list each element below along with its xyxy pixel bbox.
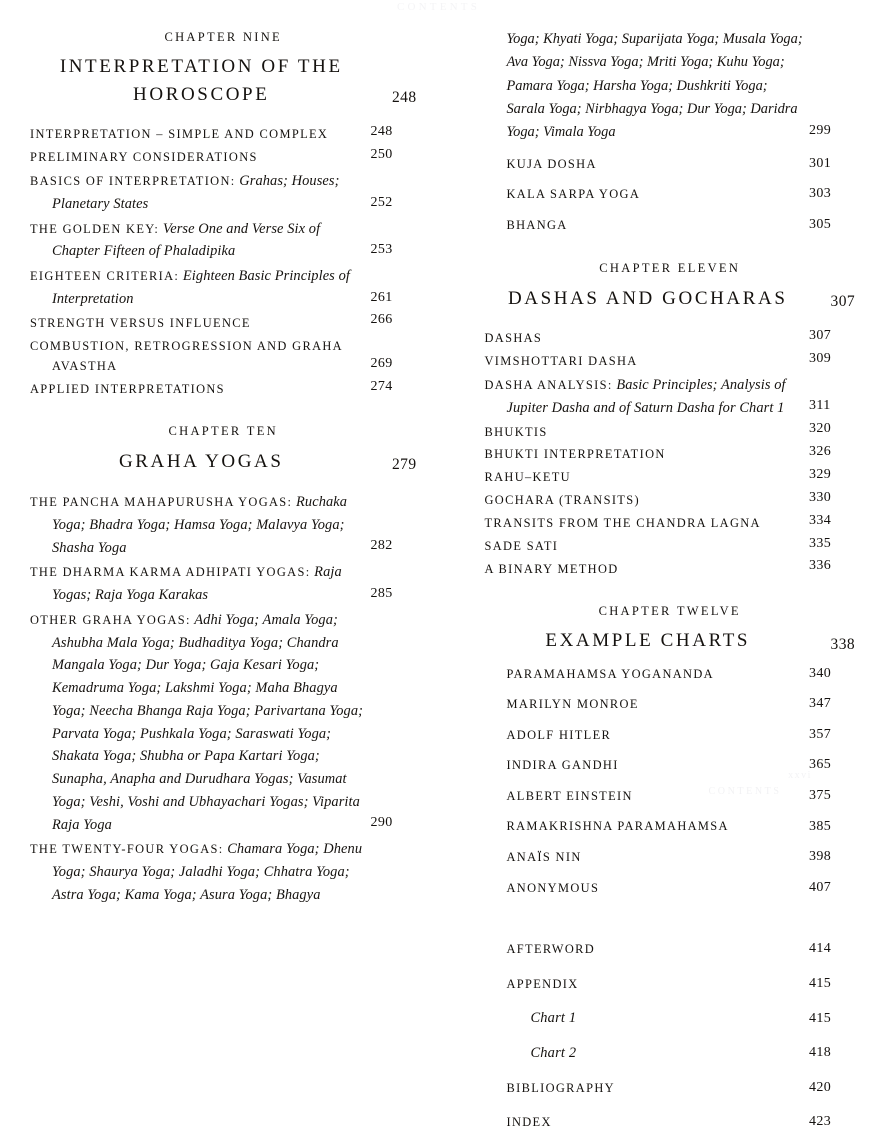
toc-entry-page-number[interactable]: 252 — [370, 194, 393, 210]
toc-entry-page-number[interactable]: 326 — [809, 444, 832, 460]
toc-entry-title: GOCHARA (TRANSITS) — [484, 493, 640, 508]
toc-entry-title: STRENGTH VERSUS INFLUENCE — [30, 315, 251, 330]
toc-entry-page-number[interactable]: 250 — [370, 147, 393, 163]
toc-entry[interactable] — [484, 328, 855, 349]
running-head-ghost: CONTENTS — [396, 1, 481, 13]
back-matter-list — [484, 936, 855, 1135]
toc-entry-text — [484, 444, 803, 465]
toc-entry-page-number[interactable]: 282 — [370, 538, 393, 554]
toc-entry-page-number[interactable]: 335 — [809, 535, 832, 551]
toc-entry-text — [30, 124, 364, 145]
toc-entry-title: BASICS OF INTERPRETATION: — [30, 174, 236, 189]
toc-entry[interactable] — [484, 691, 855, 717]
toc-entry-title: APPLIED INTERPRETATIONS — [30, 382, 225, 397]
toc-entry-text — [30, 147, 364, 168]
chapter-twelve-title: EXAMPLE CHARTS — [545, 629, 751, 651]
toc-entry[interactable] — [30, 313, 416, 334]
chapter-heading-twelve — [484, 602, 855, 655]
toc-entry-title: KUJA DOSHA — [506, 156, 597, 171]
toc-entry-text — [484, 467, 803, 488]
toc-entry[interactable] — [484, 936, 855, 962]
toc-entry-title: PRELIMINARY CONSIDERATIONS — [30, 150, 258, 165]
toc-entry-text — [30, 265, 364, 311]
yoga-list-continuation-text: Yoga; Khyati Yoga; Suparijata Yoga; Musala Yoga; Ava Yoga; Nissva Yoga; Mriti Yoga; Kuhu Yoga; Pamara Yoga; Harsha Yoga; Dushkriti Yoga; Sarala Yoga; Nirbhagya Yoga; Dur Yoga; Daridra Yoga; Vimala Yoga — [506, 31, 803, 141]
toc-entry-text — [484, 559, 803, 580]
toc-entry-title: BIBLIOGRAPHY — [506, 1080, 615, 1095]
toc-entry[interactable] — [30, 218, 416, 264]
toc-entry-title: SADE SATI — [484, 538, 559, 553]
toc-entry-subtitle: Grahas; Houses; Planetary States — [52, 173, 340, 212]
toc-entry[interactable] — [484, 844, 855, 870]
toc-entry-page-number[interactable]: 305 — [809, 217, 832, 233]
toc-entry[interactable] — [30, 170, 416, 216]
toc-entry-title: A BINARY METHOD — [484, 561, 619, 576]
toc-entry-title: DASHAS — [484, 331, 543, 346]
toc-entry-title: THE TWENTY-FOUR YOGAS: — [30, 842, 224, 857]
toc-entry-page-number[interactable]: 375 — [809, 788, 832, 804]
toc-entry-title: EIGHTEEN CRITERIA: — [30, 269, 180, 284]
chapter-nine-title-line1: INTERPRETATION OF THE — [59, 56, 343, 78]
toc-entry-page-number[interactable]: 248 — [370, 124, 393, 140]
toc-entry[interactable] — [484, 783, 855, 809]
chapter-nine-kicker: CHAPTER NINE — [164, 30, 282, 44]
toc-entry-subtitle: Eighteen Basic Principles of Interpretation — [52, 268, 350, 307]
chapter-twelve-entry-list — [484, 661, 855, 901]
toc-entry-subtitle: Adhi Yoga; Amala Yoga; Ashubha Mala Yoga; Budhaditya Yoga; Chandra Mangala Yoga; Dur Yoga; Gaja Kesari Yoga; Kemadruma Yoga; Lakshmi Yoga; Maha Bhagya Yoga; Neecha Bhanga Raja Yoga; Parivartana Yoga; Parvata Yoga; Pushkala Yoga; Saraswati Yoga; Shakata Yoga; Shubha or Papa Kartari Yoga; Sunapha, Anapha and Durudhara Yogas; Vasumat Yoga; Veshi, Voshi and Ubhayachari Yogas; Viparita Raja Yoga — [52, 611, 364, 833]
toc-entry-title: ANAÏS NIN — [506, 850, 582, 865]
toc-entry[interactable] — [484, 813, 855, 839]
toc-entry-title: AFTERWORD — [506, 942, 596, 957]
toc-entry-title: Chart 1 — [530, 1010, 577, 1027]
toc-entry-page-number[interactable]: 385 — [809, 818, 832, 834]
toc-entry[interactable] — [484, 151, 855, 177]
toc-entry[interactable] — [30, 561, 416, 607]
contents-column-right — [438, 28, 863, 1130]
toc-entry-title: KALA SARPA YOGA — [506, 187, 641, 202]
toc-entry-page-number[interactable]: 269 — [370, 356, 393, 372]
toc-entry-page-number[interactable]: 303 — [809, 186, 832, 202]
toc-entry-page-number[interactable]: 301 — [809, 155, 832, 171]
toc-entry-title: INDEX — [506, 1115, 552, 1130]
toc-entry[interactable] — [30, 379, 416, 400]
toc-entry-text — [30, 609, 364, 837]
toc-entry-subtitle: Chamara Yoga; Dhenu Yoga; Shaurya Yoga; Jaladhi Yoga; Chhatra Yoga; Astra Yoga; Kama Yoga; Asura Yoga; Bhagya — [52, 841, 363, 903]
toc-entry[interactable] — [30, 491, 416, 559]
toc-entry-text — [30, 336, 364, 378]
toc-entry-text — [30, 379, 364, 400]
toc-entry-page-number[interactable]: 285 — [370, 585, 393, 601]
toc-entry-page-number[interactable]: 320 — [809, 421, 832, 437]
toc-entry-page-number[interactable]: 290 — [370, 815, 393, 831]
running-foot-ghost: CONTENTS — [708, 786, 782, 797]
toc-entry-page-number[interactable]: 329 — [809, 467, 832, 483]
chapter-ten-entry-list — [30, 491, 416, 907]
toc-entry-text — [484, 536, 803, 557]
toc-entry-text — [484, 374, 803, 420]
toc-entry-subtitle: Ruchaka Yoga; Bhadra Yoga; Hamsa Yoga; Malavya Yoga; Shasha Yoga — [52, 494, 348, 556]
toc-entry-page-number[interactable]: 418 — [809, 1045, 832, 1061]
toc-entry-title: ADOLF HITLER — [506, 727, 612, 742]
toc-entry-title: BHUKTI INTERPRETATION — [484, 447, 666, 462]
toc-entry-subtitle: Basic Principles; Analysis of Jupiter Dasha and of Saturn Dasha for Chart 1 — [506, 377, 786, 416]
chapter-ten-kicker: CHAPTER TEN — [168, 424, 278, 439]
toc-entry-title: THE PANCHA MAHAPURUSHA YOGAS: — [30, 495, 293, 510]
toc-entry-text — [484, 328, 803, 349]
chapter-heading-nine — [30, 28, 416, 108]
toc-entry-title: DASHA ANALYSIS: — [484, 378, 613, 393]
toc-entry[interactable] — [30, 124, 416, 145]
toc-entry-page-number[interactable]: 261 — [370, 289, 393, 305]
chapter-nine-title-line2: HOROSCOPE — [133, 83, 270, 105]
chapter-nine-page[interactable]: 248 — [392, 89, 417, 107]
toc-entry-title: TRANSITS FROM THE CHANDRA LAGNA — [484, 516, 761, 530]
toc-entry[interactable] — [484, 467, 855, 488]
toc-entry-page-number[interactable]: 407 — [809, 879, 832, 895]
toc-entry-page-number[interactable]: 415 — [809, 976, 832, 992]
toc-entry-title: ANONYMOUS — [506, 880, 600, 895]
toc-entry-text — [30, 313, 364, 334]
contents-column-left — [14, 28, 438, 1000]
toc-entry-title: OTHER GRAHA YOGAS: — [30, 612, 191, 627]
toc-entry-title: VIMSHOTTARI DASHA — [484, 354, 638, 369]
toc-entry[interactable] — [484, 374, 855, 420]
toc-entry[interactable] — [30, 147, 416, 168]
toc-entry-page-number[interactable]: 357 — [809, 726, 832, 742]
toc-entry[interactable] — [484, 422, 855, 443]
chapter-eleven-page[interactable]: 307 — [830, 293, 855, 311]
toc-entry[interactable] — [484, 722, 855, 748]
toc-entry-title: APPENDIX — [506, 976, 579, 991]
toc-entry-subtitle: Verse One and Verse Six of Chapter Fifteen of Phaladipika — [52, 220, 321, 260]
toc-entry[interactable] — [484, 661, 855, 687]
chapter-heading-ten — [30, 422, 416, 475]
toc-entry-text — [484, 513, 803, 534]
toc-entry-page-number[interactable]: 274 — [370, 379, 393, 395]
toc-entry-text — [30, 491, 364, 559]
toc-entry-text — [30, 838, 364, 906]
toc-entry-text — [484, 422, 803, 443]
toc-entry-title: RAHU–KETU — [484, 470, 571, 485]
toc-entry-page-number[interactable]: 266 — [370, 312, 393, 328]
toc-entry-page-number[interactable]: 307 — [809, 328, 832, 344]
toc-entry-text — [484, 351, 803, 372]
toc-entry[interactable] — [484, 875, 855, 901]
toc-entry-page-number[interactable]: 330 — [809, 489, 832, 505]
chapter-heading-eleven — [484, 259, 855, 312]
toc-entry-title: INDIRA GANDHI — [506, 758, 619, 773]
toc-entry-subtitle: Raja Yogas; Raja Yoga Karakas — [52, 564, 342, 604]
toc-entry-title: PARAMAHAMSA YOGANANDA — [506, 666, 714, 681]
toc-entry-title: Chart 2 — [530, 1045, 577, 1062]
toc-entry[interactable] — [484, 536, 855, 557]
toc-entry-page-number[interactable]: 309 — [809, 350, 832, 366]
toc-entry[interactable] — [30, 838, 416, 906]
toc-entry-title: BHANGA — [506, 217, 568, 232]
toc-entry-page-number[interactable]: 365 — [809, 757, 832, 773]
chapter-nine-entry-list — [30, 124, 416, 400]
toc-entry[interactable] — [30, 265, 416, 311]
toc-entry-page-number[interactable]: 423 — [809, 1114, 832, 1130]
chapter-eleven-entry-list — [484, 328, 855, 579]
toc-entry-page-number[interactable]: 415 — [809, 1010, 832, 1026]
toc-entry-title: MARILYN MONROE — [506, 697, 639, 712]
chapter-ten-title: GRAHA YOGAS — [118, 450, 284, 472]
chapter-twelve-kicker: CHAPTER TWELVE — [598, 603, 741, 618]
toc-entry[interactable] — [484, 1040, 855, 1066]
toc-entry[interactable] — [484, 490, 855, 511]
toc-entry[interactable] — [30, 336, 416, 378]
chapter-twelve-page[interactable]: 338 — [830, 635, 855, 653]
toc-entry-title: RAMAKRISHNA PARAMAHAMSA — [506, 819, 729, 834]
toc-entry-text — [30, 218, 364, 264]
toc-entry-title: ALBERT EINSTEIN — [506, 788, 633, 803]
toc-entry-page-number[interactable]: 414 — [809, 941, 832, 957]
toc-entry-text — [30, 561, 364, 607]
toc-entry-title: INTERPRETATION – SIMPLE AND COMPLEX — [30, 127, 329, 142]
toc-entry[interactable] — [30, 609, 416, 837]
toc-entry-page-number[interactable]: 347 — [809, 696, 832, 712]
toc-entry[interactable] — [484, 971, 855, 997]
toc-entry-title: BHUKTIS — [484, 424, 548, 439]
chapter-ten-page[interactable]: 279 — [392, 456, 417, 474]
toc-entry[interactable] — [484, 351, 855, 372]
running-foot-number-ghost: xxvi — [788, 770, 812, 781]
toc-entry[interactable] — [484, 513, 855, 534]
toc-entry-page-number[interactable]: 340 — [809, 665, 832, 681]
toc-entry-page-number[interactable]: 253 — [370, 242, 393, 258]
toc-entry-page-number[interactable]: 420 — [809, 1079, 832, 1095]
yoga-list-continuation-page[interactable]: 299 — [809, 122, 832, 138]
toc-entry-page-number[interactable]: 336 — [809, 558, 832, 574]
toc-entry[interactable] — [484, 181, 855, 207]
chapter-eleven-kicker: CHAPTER ELEVEN — [599, 261, 741, 276]
chapter-eleven-title: DASHAS AND GOCHARAS — [507, 287, 788, 309]
toc-entry[interactable] — [484, 1075, 855, 1101]
toc-entry[interactable] — [484, 1005, 855, 1031]
chapter-nine-title — [30, 53, 416, 108]
toc-entry-text — [484, 490, 803, 511]
toc-entry-title: THE GOLDEN KEY: — [30, 221, 160, 236]
toc-entry-title: COMBUSTION, RETROGRESSION AND GRAHA AVASTHA — [30, 338, 343, 374]
toc-entry[interactable] — [484, 752, 855, 778]
yoga-list-continuation — [484, 28, 855, 145]
toc-entry[interactable] — [484, 444, 855, 465]
toc-entry[interactable] — [484, 212, 855, 238]
chapter-ten-tail-entry-list — [484, 151, 855, 238]
toc-entry-page-number[interactable]: 398 — [809, 849, 832, 865]
toc-entry-text — [30, 170, 364, 216]
toc-entry[interactable] — [484, 1109, 855, 1135]
toc-entry[interactable] — [484, 559, 855, 580]
toc-entry-title: THE DHARMA KARMA ADHIPATI YOGAS: — [30, 565, 311, 580]
toc-entry-page-number[interactable]: 334 — [809, 512, 832, 528]
toc-entry-page-number[interactable]: 311 — [809, 398, 831, 414]
